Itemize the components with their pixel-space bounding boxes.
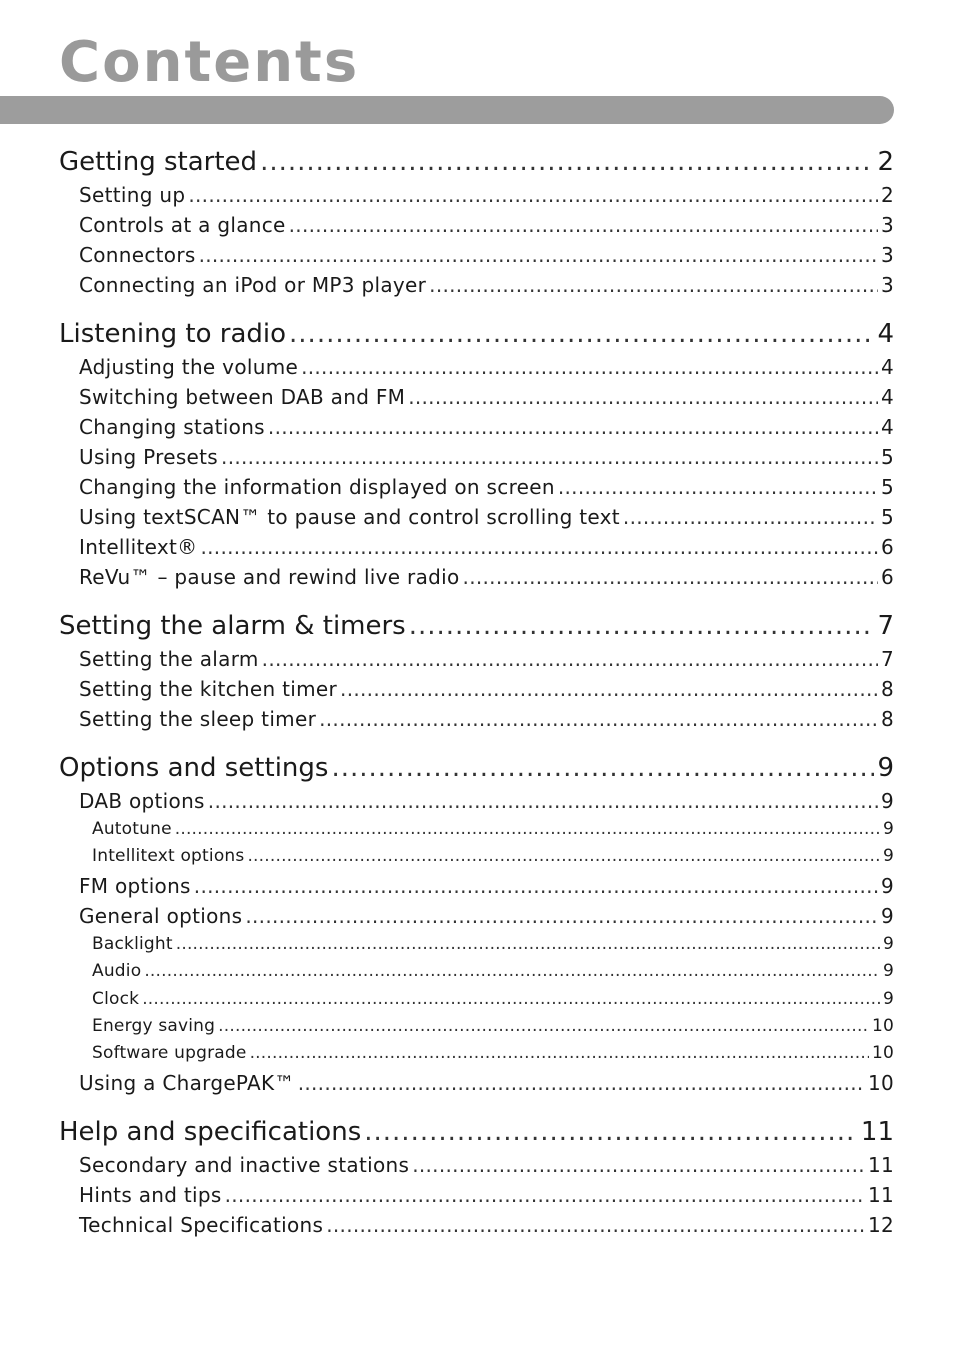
entry-title: Setting the alarm	[79, 647, 259, 671]
entry-title: Autotune	[92, 819, 172, 839]
page-number: 7	[877, 611, 894, 641]
toc-entry-connectors[interactable]	[59, 240, 894, 270]
toc-entry-switching-between-dab-and-fm[interactable]	[59, 382, 894, 412]
page-number: 4	[880, 355, 894, 379]
page-number: 9	[882, 846, 894, 867]
toc-entry-clock[interactable]	[59, 986, 894, 1013]
entry-title: Backlight	[92, 933, 173, 954]
entry-title: Controls at a glance	[79, 213, 286, 237]
toc-entry-dab-options[interactable]	[59, 786, 894, 816]
dot-leader	[199, 240, 878, 270]
dot-leader	[289, 210, 878, 240]
entry-title: Connecting an iPod or MP3 player	[79, 273, 427, 297]
entry-title: Changing the information displayed on screen	[79, 475, 555, 499]
entry-title: Software upgrade	[92, 1043, 247, 1064]
entry-title: FM options	[79, 873, 191, 898]
toc-chapter-getting-started[interactable]	[59, 144, 894, 180]
toc-entry-revu-pause-and-rewind-live-radio[interactable]	[59, 562, 894, 592]
dot-leader	[247, 843, 880, 870]
page-number: 11	[867, 1182, 894, 1207]
dot-leader	[142, 986, 880, 1013]
toc-entry-controls-at-a-glance[interactable]	[59, 210, 894, 240]
toc-entry-general-options[interactable]	[59, 901, 894, 931]
page-number: 9	[882, 961, 894, 982]
entry-title: Using textSCAN™ to pause and control scrolling text	[79, 505, 620, 529]
dot-leader	[364, 1114, 858, 1150]
toc-entry-changing-the-information-displayed-on-screen[interactable]	[59, 472, 894, 502]
entry-title: Getting started	[59, 147, 258, 177]
dot-leader	[289, 316, 874, 352]
page-number: 5	[880, 445, 894, 469]
toc-entry-using-presets[interactable]	[59, 442, 894, 472]
toc-entry-setting-the-alarm[interactable]	[59, 644, 894, 674]
dot-leader	[326, 1210, 865, 1240]
dot-leader	[176, 931, 880, 958]
page-number: 8	[880, 707, 894, 731]
dot-leader	[301, 352, 878, 382]
toc-entry-setting-the-sleep-timer[interactable]	[59, 704, 894, 734]
entry-title: Secondary and inactive stations	[79, 1152, 410, 1177]
dot-leader	[225, 1180, 865, 1210]
title-bar	[0, 96, 894, 124]
entry-title: Intellitext®	[79, 535, 198, 559]
dot-leader	[188, 180, 878, 210]
page-number: 8	[880, 677, 894, 701]
dot-leader	[558, 472, 878, 502]
page-number: 10	[871, 1015, 894, 1036]
toc-entry-audio[interactable]	[59, 958, 894, 985]
entry-title: Setting the kitchen timer	[79, 677, 338, 701]
entry-title: Help and specifications	[59, 1116, 362, 1147]
page-number: 9	[880, 903, 894, 928]
dot-leader	[268, 412, 878, 442]
toc-entry-setting-the-kitchen-timer[interactable]	[59, 674, 894, 704]
dot-leader	[408, 382, 878, 412]
toc-entry-adjusting-the-volume[interactable]	[59, 352, 894, 382]
entry-title: Setting up	[79, 183, 186, 207]
dot-leader	[429, 270, 878, 300]
toc-entry-using-a-chargepak[interactable]	[59, 1068, 894, 1098]
toc-section-options-and-settings	[59, 750, 894, 1098]
page-number: 9	[882, 819, 894, 839]
dot-leader	[194, 871, 878, 901]
toc-chapter-setting-the-alarm-timers[interactable]	[59, 608, 894, 644]
entry-title: Technical Specifications	[79, 1212, 324, 1237]
table-of-contents	[59, 144, 894, 1256]
dot-leader	[218, 1013, 869, 1040]
page-number: 10	[871, 1043, 894, 1064]
dot-leader	[319, 704, 878, 734]
page-number: 3	[880, 273, 894, 297]
page-number: 9	[880, 873, 894, 898]
entry-title: Connectors	[79, 243, 196, 267]
toc-section-getting-started	[59, 144, 894, 300]
page-number: 6	[880, 565, 894, 589]
dot-leader	[298, 1068, 865, 1098]
dot-leader	[409, 608, 875, 644]
entry-title: Setting the sleep timer	[79, 707, 317, 731]
dot-leader	[200, 532, 878, 562]
toc-chapter-listening-to-radio[interactable]	[59, 316, 894, 352]
page-number: 3	[880, 243, 894, 267]
toc-entry-technical-specifications[interactable]	[59, 1210, 894, 1240]
toc-entry-backlight[interactable]	[59, 931, 894, 958]
dot-leader	[463, 562, 878, 592]
entry-title: Adjusting the volume	[79, 355, 299, 379]
toc-entry-secondary-and-inactive-stations[interactable]	[59, 1150, 894, 1180]
toc-entry-changing-stations[interactable]	[59, 412, 894, 442]
page-title: Contents	[59, 30, 360, 95]
toc-entry-software-upgrade[interactable]	[59, 1040, 894, 1067]
dot-leader	[250, 1040, 869, 1067]
page-number: 5	[880, 505, 894, 529]
page-number: 10	[867, 1070, 894, 1095]
dot-leader	[260, 144, 874, 180]
toc-section-help-and-specifications	[59, 1114, 894, 1240]
toc-entry-autotune[interactable]	[59, 816, 894, 843]
page-number: 9	[882, 988, 894, 1009]
page-number: 12	[867, 1212, 894, 1237]
dot-leader	[175, 816, 880, 843]
page-number: 11	[867, 1152, 894, 1177]
entry-title: ReVu™ – pause and rewind live radio	[79, 565, 460, 589]
page-number: 11	[860, 1116, 894, 1147]
toc-entry-intellitext[interactable]	[59, 532, 894, 562]
page-number: 4	[877, 319, 894, 349]
page-number: 4	[880, 415, 894, 439]
dot-leader	[331, 750, 874, 786]
entry-title: Using a ChargePAK™	[79, 1070, 295, 1095]
dot-leader	[144, 958, 880, 985]
dot-leader	[412, 1150, 865, 1180]
dot-leader	[208, 786, 878, 816]
entry-title: Audio	[92, 961, 142, 982]
page-number: 4	[880, 385, 894, 409]
toc-entry-fm-options[interactable]	[59, 871, 894, 901]
dot-leader	[221, 442, 878, 472]
dot-leader	[262, 644, 878, 674]
toc-section-setting-the-alarm-timers	[59, 608, 894, 734]
page-number: 5	[880, 475, 894, 499]
entry-title: General options	[79, 903, 243, 928]
toc-chapter-help-and-specifications[interactable]	[59, 1114, 894, 1150]
page-number: 9	[880, 789, 894, 813]
entry-title: Energy saving	[92, 1015, 216, 1036]
entry-title: Using Presets	[79, 445, 219, 469]
toc-entry-intellitext-options[interactable]	[59, 843, 894, 870]
page-number: 9	[882, 933, 894, 954]
page-number: 6	[880, 535, 894, 559]
toc-entry-setting-up[interactable]	[59, 180, 894, 210]
page-number: 3	[880, 213, 894, 237]
entry-title: Listening to radio	[59, 319, 287, 349]
entry-title: Hints and tips	[79, 1182, 222, 1207]
entry-title: Setting the alarm & timers	[59, 611, 406, 641]
entry-title: DAB options	[79, 789, 205, 813]
page-number: 9	[877, 753, 894, 783]
entry-title: Clock	[92, 988, 140, 1009]
toc-entry-connecting-an-ipod-or-mp3-player[interactable]	[59, 270, 894, 300]
toc-entry-using-textscan-to-pause-and-control-scrolling-text[interactable]	[59, 502, 894, 532]
dot-leader	[245, 901, 878, 931]
dot-leader	[340, 674, 878, 704]
entry-title: Switching between DAB and FM	[79, 385, 406, 409]
entry-title: Intellitext options	[92, 846, 245, 867]
toc-chapter-options-and-settings[interactable]	[59, 750, 894, 786]
page-number: 7	[880, 647, 894, 671]
page-number: 2	[877, 147, 894, 177]
toc-entry-energy-saving[interactable]	[59, 1013, 894, 1040]
toc-entry-hints-and-tips[interactable]	[59, 1180, 894, 1210]
toc-section-listening-to-radio	[59, 316, 894, 592]
entry-title: Changing stations	[79, 415, 265, 439]
page-number: 2	[880, 183, 894, 207]
dot-leader	[623, 502, 878, 532]
entry-title: Options and settings	[59, 753, 329, 783]
